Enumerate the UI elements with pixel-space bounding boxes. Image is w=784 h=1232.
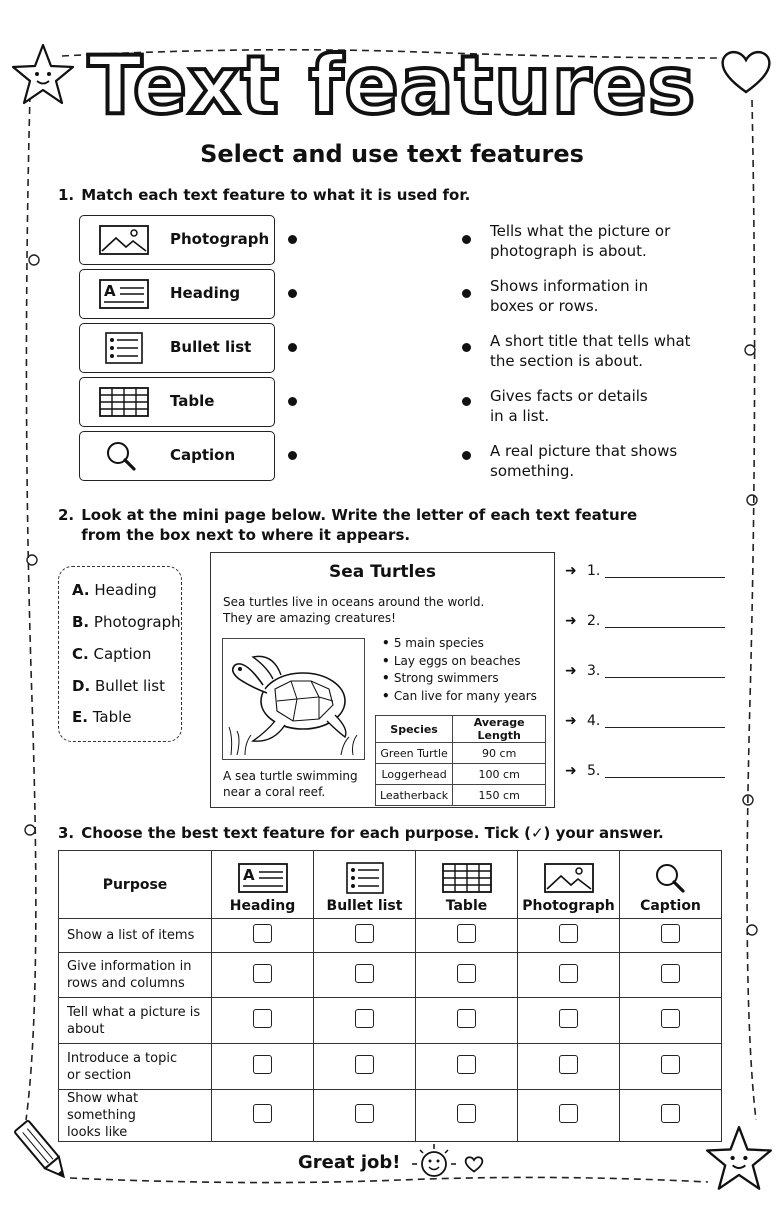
table-row <box>59 1044 722 1090</box>
list-item: • Lay eggs on beaches <box>382 653 537 671</box>
feature-label: Heading <box>170 284 241 302</box>
column-table: Table <box>416 851 518 919</box>
tick-box[interactable] <box>457 964 476 983</box>
magnifier-icon <box>645 862 697 894</box>
feature-label: Bullet list <box>170 338 252 356</box>
tick-box[interactable] <box>253 1009 272 1028</box>
definition-text: A real picture that shows something. <box>490 442 678 480</box>
list-item: • 5 main species <box>382 635 537 653</box>
bullet-list-icon <box>339 862 391 894</box>
tick-box[interactable] <box>661 1009 680 1028</box>
tick-box[interactable] <box>661 1055 680 1074</box>
tick-box[interactable] <box>355 1009 374 1028</box>
tick-box[interactable] <box>661 924 680 943</box>
answer-line[interactable]: ➜ 1. <box>565 563 600 579</box>
svg-text:A: A <box>242 866 255 884</box>
tick-box[interactable] <box>355 964 374 983</box>
feature-label: Table <box>170 392 215 410</box>
mini-caption: A sea turtle swimming near a coral reef. <box>223 769 358 799</box>
tick-box[interactable] <box>661 1104 680 1123</box>
table-row: Loggerhead 100 cm <box>376 764 546 785</box>
match-dot-left[interactable] <box>288 289 297 298</box>
question-2-prompt: 2. Look at the mini page below. Write the letter of each text feature from the box next to where it appears. <box>58 506 638 544</box>
feature-box-photograph[interactable] <box>79 215 275 265</box>
match-dot-left[interactable] <box>288 397 297 406</box>
feature-box-heading[interactable] <box>79 269 275 319</box>
answer-line[interactable]: ➜ 5. <box>565 763 600 779</box>
key-item: E. Table <box>72 708 132 726</box>
purpose-text: Give information in rows and columns <box>59 953 212 998</box>
purpose-text: Introduce a topic or section <box>59 1044 212 1090</box>
heading-icon <box>98 278 150 310</box>
question-3-prompt: 3. Choose the best text feature for each purpose. Tick (✓) your answer. <box>58 824 664 842</box>
heart-icon <box>464 1155 484 1173</box>
mini-heading: Sea Turtles <box>329 562 436 582</box>
tick-box[interactable] <box>661 964 680 983</box>
tick-box[interactable] <box>457 924 476 943</box>
key-item: B. Photograph <box>72 613 181 631</box>
table-row: Green Turtle 90 cm <box>376 743 546 764</box>
match-dot-right[interactable] <box>462 343 471 352</box>
definition-text: Gives facts or details in a list. <box>490 387 648 425</box>
mini-intro: Sea turtles live in oceans around the world. They are amazing creatures! <box>223 595 485 625</box>
list-item: • Strong swimmers <box>382 670 537 688</box>
table-icon <box>441 862 493 894</box>
mini-page <box>210 552 555 808</box>
key-item: A. Heading <box>72 581 157 599</box>
tick-box[interactable] <box>559 964 578 983</box>
answer-line[interactable]: ➜ 2. <box>565 613 600 629</box>
match-dot-left[interactable] <box>288 451 297 460</box>
heading-icon <box>237 862 289 894</box>
mini-table: Species Average Length Green Turtle 90 cm Loggerhead 100 cm Leatherback 150 cm <box>375 715 546 806</box>
svg-text:A: A <box>104 282 116 300</box>
tick-box[interactable] <box>559 1104 578 1123</box>
definition-text: Shows information in boxes or rows. <box>490 277 649 315</box>
feature-label: Photograph <box>170 230 270 248</box>
table-row <box>59 998 722 1044</box>
tick-box[interactable] <box>253 1055 272 1074</box>
tick-box[interactable] <box>559 924 578 943</box>
table-row <box>59 1090 722 1142</box>
feature-box-bullet-list[interactable] <box>79 323 275 373</box>
tick-box[interactable] <box>457 1104 476 1123</box>
feature-key-box <box>58 566 182 742</box>
purpose-text: Show a list of items <box>59 919 212 953</box>
photo-icon <box>98 224 150 256</box>
turtle-photo <box>222 638 365 760</box>
question-1-prompt: 1. Match each text feature to what it is used for. <box>58 186 471 204</box>
purpose-text: Tell what a picture is about <box>59 998 212 1044</box>
match-dot-right[interactable] <box>462 235 471 244</box>
answer-line[interactable]: ➜ 3. <box>565 663 600 679</box>
tick-box[interactable] <box>253 964 272 983</box>
key-item: D. Bullet list <box>72 677 165 695</box>
key-item: C. Caption <box>72 645 152 663</box>
table-row <box>59 953 722 998</box>
feature-box-table[interactable] <box>79 377 275 427</box>
purpose-table <box>58 850 722 1142</box>
smiley-sun-icon <box>408 1142 464 1182</box>
table-row <box>59 919 722 953</box>
footer-message: Great job! <box>298 1152 401 1173</box>
definition-text: A short title that tells what the section is about. <box>490 332 691 370</box>
tick-box[interactable] <box>253 924 272 943</box>
tick-box[interactable] <box>355 1104 374 1123</box>
feature-label: Caption <box>170 446 236 464</box>
tick-box[interactable] <box>559 1009 578 1028</box>
match-dot-right[interactable] <box>462 451 471 460</box>
tick-box[interactable] <box>559 1055 578 1074</box>
table-row: Leatherback 150 cm <box>376 785 546 806</box>
page-title: Text features <box>87 39 697 132</box>
match-dot-left[interactable] <box>288 235 297 244</box>
mini-bullet-list <box>382 635 537 705</box>
table-icon <box>98 386 150 418</box>
tick-box[interactable] <box>457 1009 476 1028</box>
feature-box-caption[interactable] <box>79 431 275 481</box>
column-heading: A Heading <box>212 851 314 919</box>
tick-box[interactable] <box>355 1055 374 1074</box>
purpose-text: Show what something looks like <box>59 1090 212 1142</box>
tick-box[interactable] <box>253 1104 272 1123</box>
match-dot-left[interactable] <box>288 343 297 352</box>
bullet-list-icon <box>98 332 150 364</box>
purpose-header: Purpose <box>59 851 212 919</box>
tick-box[interactable] <box>355 924 374 943</box>
definition-text: Tells what the picture or photograph is about. <box>490 222 671 260</box>
magnifier-icon <box>98 440 150 472</box>
column-photograph: Photograph <box>518 851 620 919</box>
column-bullet-list: Bullet list <box>314 851 416 919</box>
match-dot-right[interactable] <box>462 289 471 298</box>
match-dot-right[interactable] <box>462 397 471 406</box>
list-item: • Can live for many years <box>382 688 537 706</box>
page-subtitle: Select and use text features <box>200 140 584 168</box>
column-caption: Caption <box>620 851 722 919</box>
answer-line[interactable]: ➜ 4. <box>565 713 600 729</box>
photo-icon <box>543 862 595 894</box>
tick-box[interactable] <box>457 1055 476 1074</box>
